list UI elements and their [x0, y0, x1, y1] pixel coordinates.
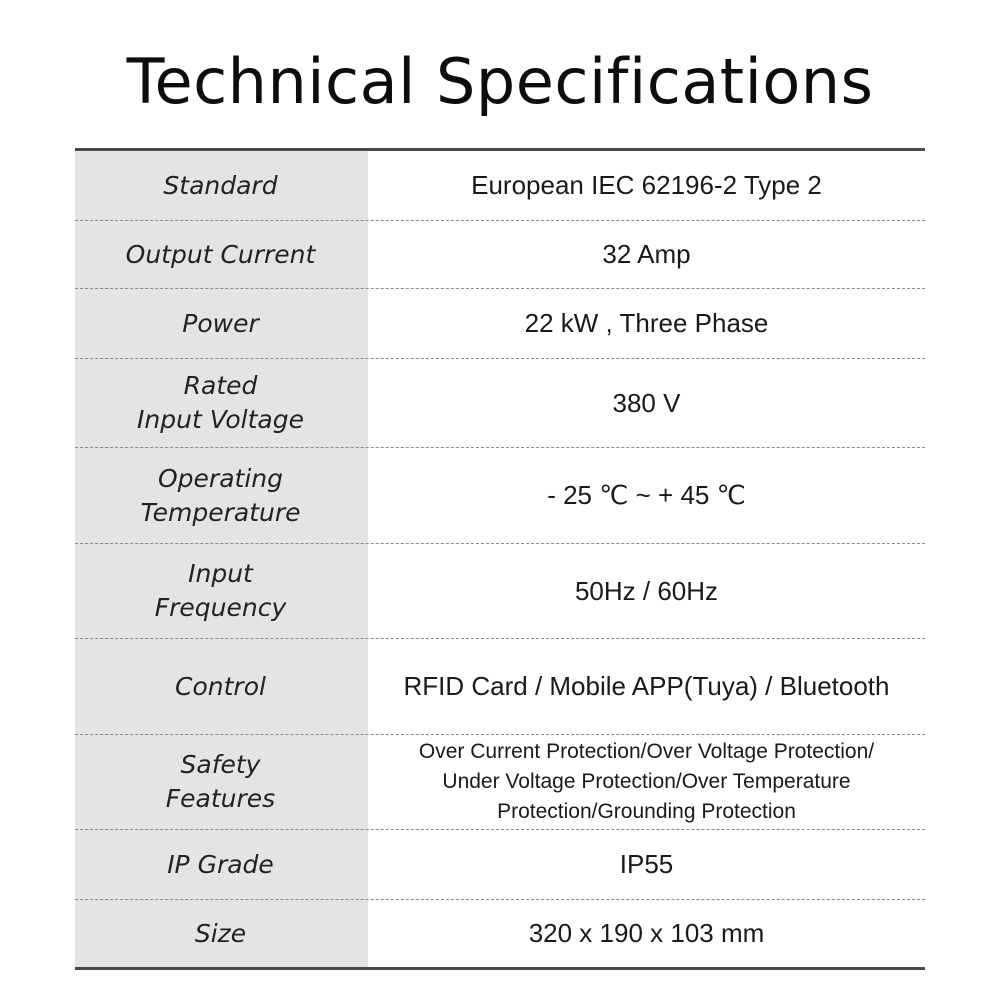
spec-label: IP Grade [167, 849, 274, 879]
spec-row-control [75, 639, 925, 735]
spec-row-output-current [75, 221, 925, 289]
spec-row-power [75, 289, 925, 359]
spec-label: Input Frequency [154, 559, 287, 622]
spec-label: Size [194, 918, 247, 948]
spec-value: Over Current Protection/Over Voltage Protection/ Under Voltage Protection/Over Temperature Protection/Grounding Protection [418, 740, 875, 823]
spec-label: Standard [163, 170, 278, 200]
spec-value: European IEC 62196-2 Type 2 [471, 170, 822, 200]
spec-row-rated-input-voltage [75, 359, 925, 448]
spec-row-operating-temperature [75, 448, 925, 544]
page-title: Technical Specifications [126, 45, 874, 118]
spec-value: IP55 [619, 849, 674, 879]
spec-row-ip-grade [75, 830, 925, 900]
spec-value: 380 V [612, 387, 681, 418]
spec-value: RFID Card / Mobile APP(Tuya) / Bluetooth [403, 671, 890, 701]
spec-value: 320 x 190 x 103 mm [528, 918, 765, 948]
spec-label: Control [175, 671, 266, 701]
spec-label: Output Current [125, 239, 316, 269]
spec-value: 22 kW , Three Phase [524, 308, 769, 338]
spec-row-standard [75, 151, 925, 221]
spec-label: Power [182, 308, 259, 338]
spec-value: 50Hz / 60Hz [574, 575, 719, 606]
spec-row-size [75, 900, 925, 967]
spec-table [75, 148, 925, 970]
spec-label: Rated Input Voltage [137, 371, 304, 434]
spec-value: 32 Amp [602, 239, 691, 269]
spec-label: Operating Temperature [140, 463, 301, 527]
spec-label: Safety Features [165, 750, 276, 813]
spec-row-input-frequency [75, 544, 925, 639]
spec-row-safety-features [75, 735, 925, 830]
spec-value: - 25 ℃ ~ + 45 ℃ [547, 480, 746, 510]
